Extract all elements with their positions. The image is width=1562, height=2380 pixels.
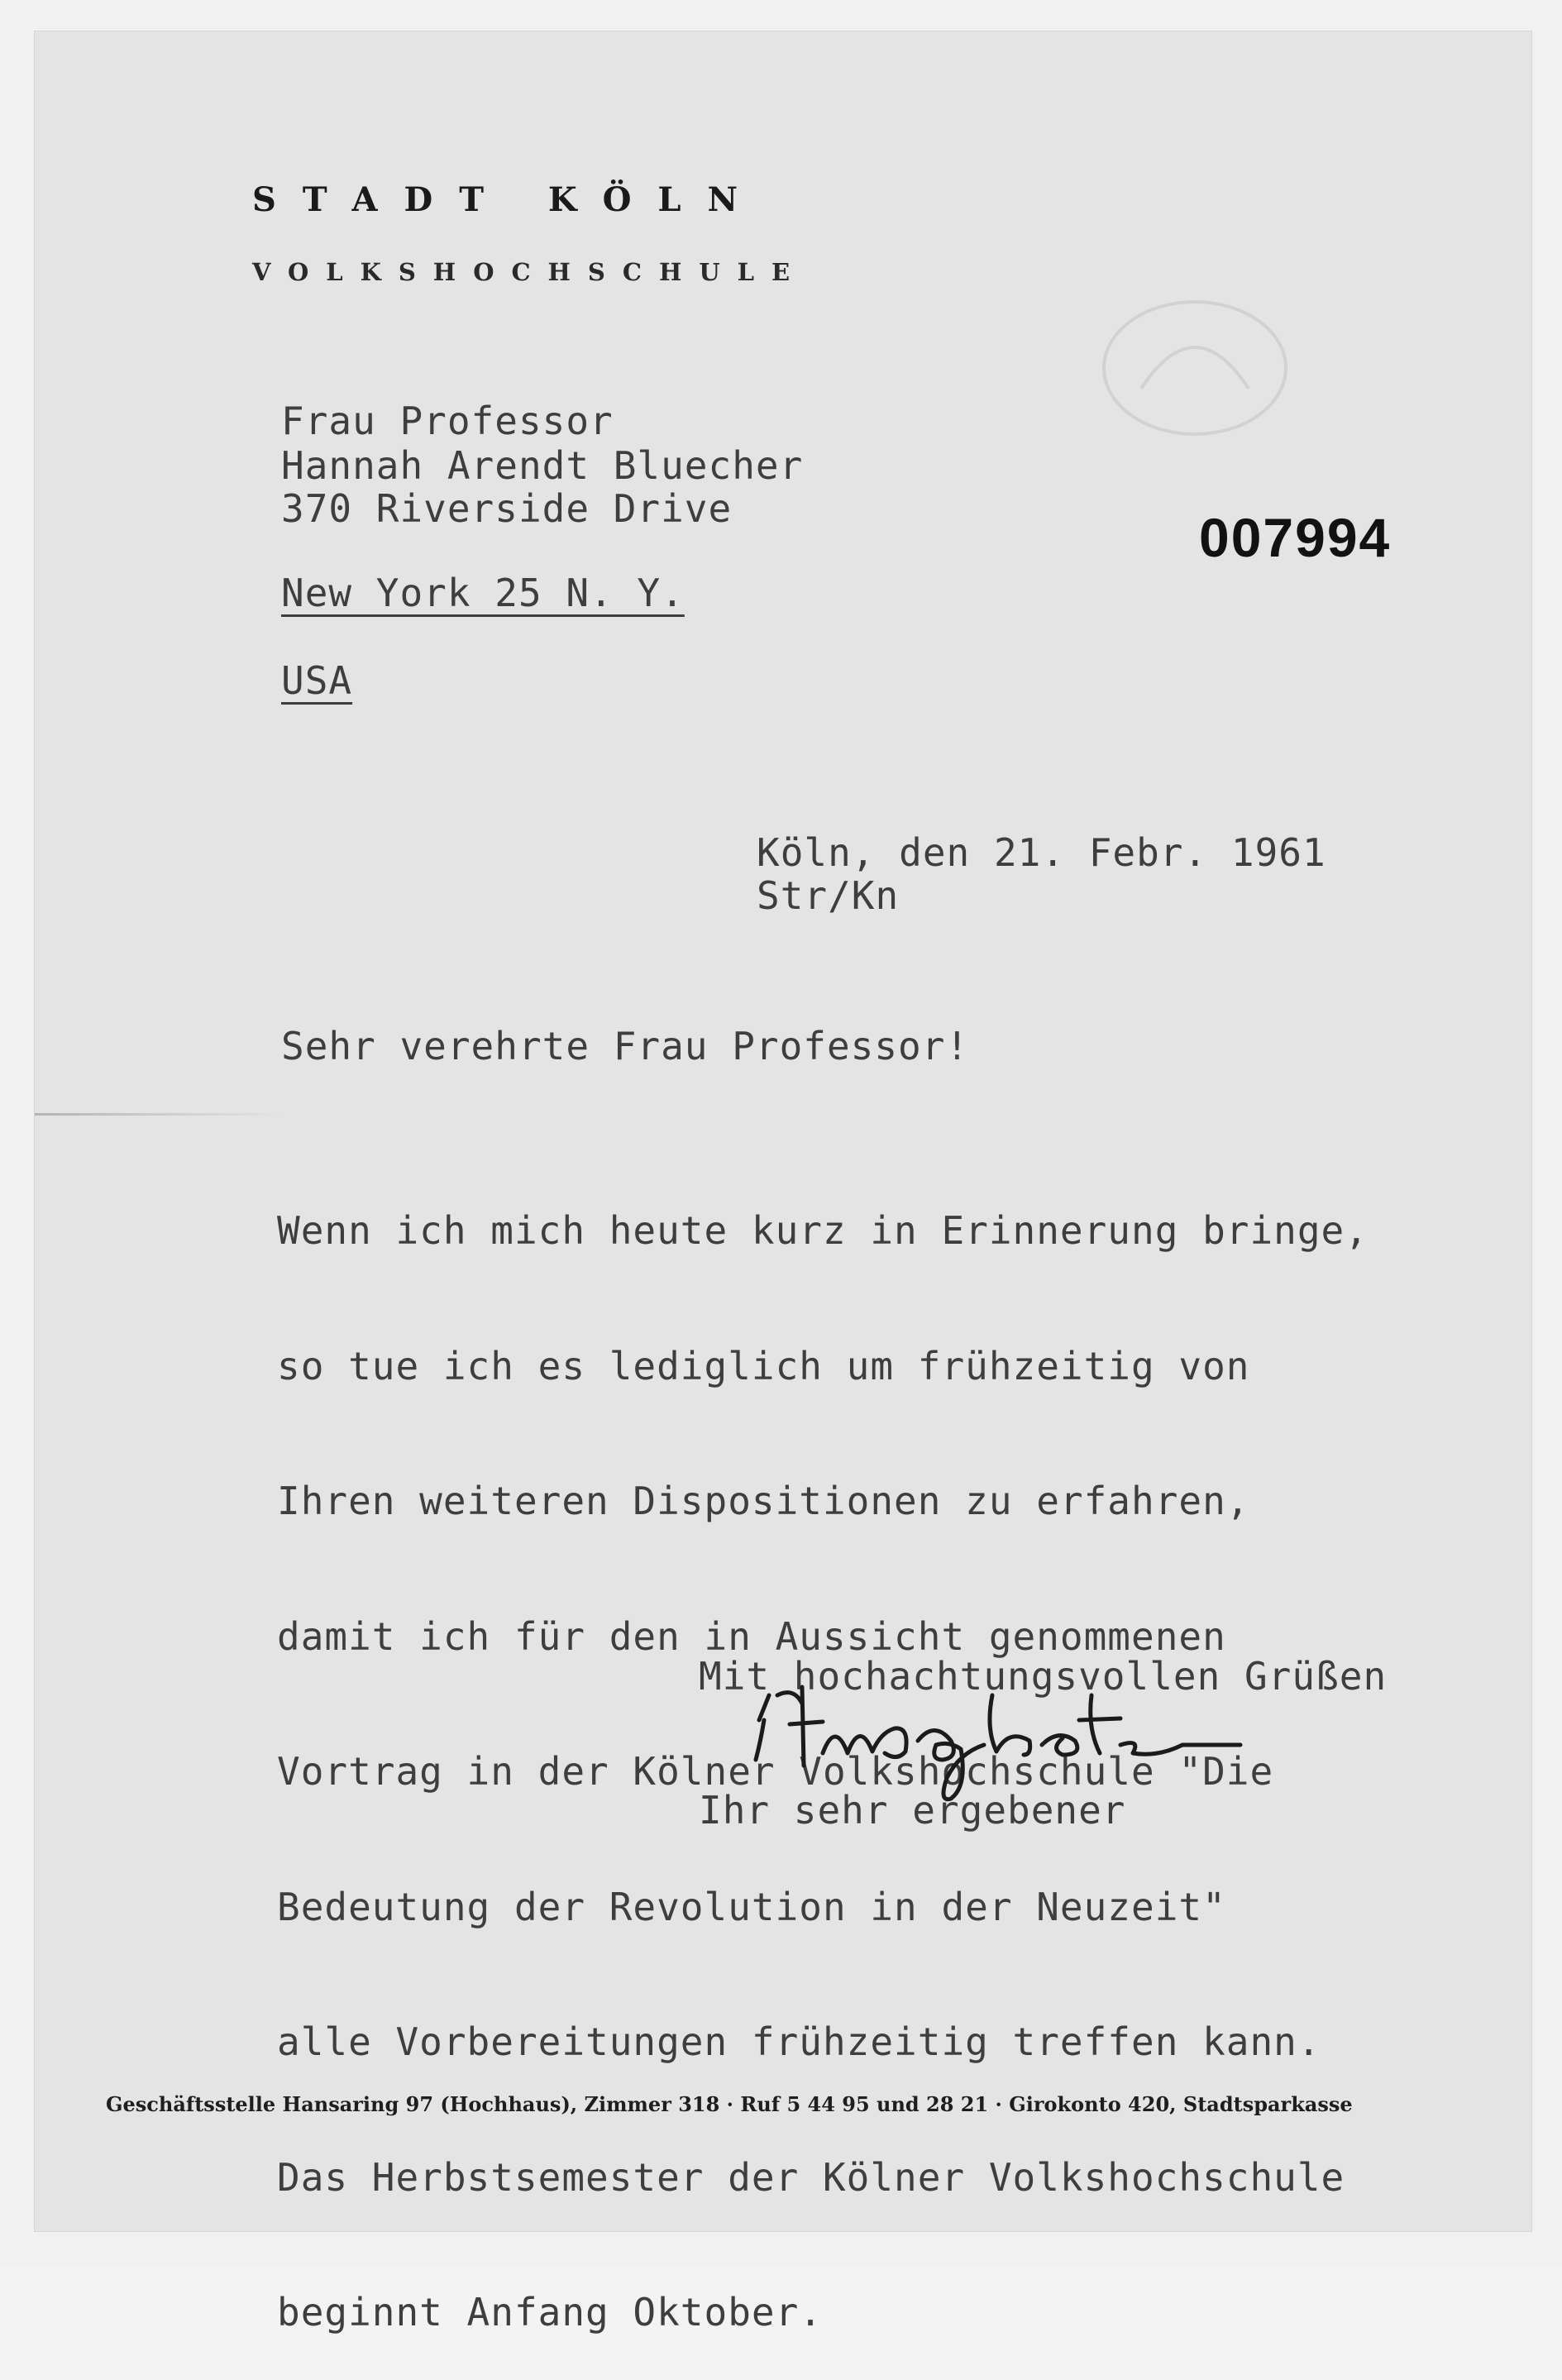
closing-line: Mit hochachtungsvollen Grüßen (699, 1654, 1388, 1699)
closing-line: Ihr sehr ergebener (699, 1788, 1126, 1833)
body-line: Wenn ich mich heute kurz in Erinnerung bringe, (277, 1208, 1369, 1253)
recipient-country: USA (281, 658, 353, 703)
recipient-city: New York 25 N. Y. (281, 571, 685, 615)
body-line: so tue ich es lediglich um frühzeitig von (277, 1343, 1250, 1388)
paper-fold-mark (35, 1113, 283, 1116)
date-line: Köln, den 21. Febr. 1961 (757, 830, 1326, 875)
body-line: alle Vorbereitungen frühzeitig treffen kann. (277, 2019, 1321, 2064)
recipient-name: Hannah Arendt Bluecher (281, 443, 804, 488)
recipient-title: Frau Professor (281, 399, 614, 443)
letterhead-institution: VOLKSHOCHSCHULE (252, 258, 808, 286)
document-number-stamp: 007994 (1199, 507, 1392, 568)
body-line: Das Herbstsemester der Kölner Volkshochschule (277, 2154, 1345, 2200)
salutation: Sehr verehrte Frau Professor! (281, 1024, 970, 1068)
watermark-seal-icon (1091, 289, 1298, 447)
body-line: Ihren weiteren Dispositionen zu erfahren, (277, 1479, 1250, 1523)
handwritten-signature (744, 1662, 1406, 1803)
body-line: beginnt Anfang Oktober. (277, 2290, 823, 2335)
footer-address: Geschäftsstelle Hansaring 97 (Hochhaus), Zimmer 318 · Ruf 5 44 95 und 28 21 · Girokonto 420, Stadtsparkasse (106, 2092, 1353, 2116)
reference-code: Str/Kn (757, 873, 900, 918)
body-line: Vortrag in der Kölner Volkshochschule "Die (277, 1749, 1274, 1794)
letterhead-city: STADT KÖLN (252, 180, 765, 219)
body-line: damit ich für den in Aussicht genommenen (277, 1613, 1226, 1659)
body-line: Bedeutung der Revolution in der Neuzeit" (277, 1884, 1226, 1929)
recipient-street: 370 Riverside Drive (281, 486, 733, 531)
